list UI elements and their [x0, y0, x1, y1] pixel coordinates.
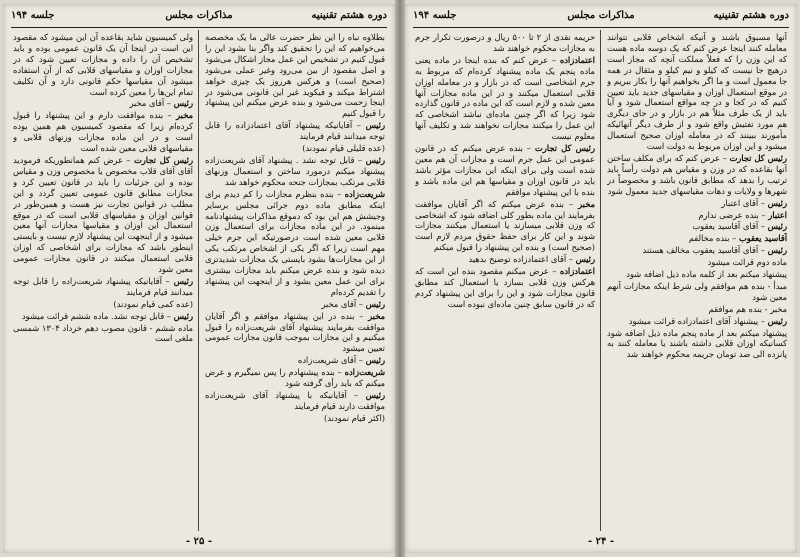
paragraph-text: بنده بنظرم مجازات را کم دیدم برای اینکه مطابق ماده دوم جرائی مجلس برسایر وجیشش هم این بود که دموقع مذاکرات پیشنهادنامه مینمود. در این ماده مجازات برای استعمال وزن قلابی معین شده است درصورتیکه این جرم خیلی مهم است زیرا که اگر یکی از اشخاص مرتکب یکی از این مجازات‌ها بشود بایستی یک مجازات شدیدتری دیده شود و بنده عرض میکنم باید مجازات بیشتری برای این عمل معین بشود و از اینجهت این پیشنهاد را تقدیم کرده‌ام [205, 188, 385, 297]
paragraph: شریعت‌زاده – بنده بنظرم مجازات را کم دیدم برای اینکه مطابق ماده دوم جرائی مجلس برسایر وجیشش هم این بود که دموقع مذاکرات پیشنهادنامه مینمود. در این ماده مجازات برای استعمال وزن قلابی معین شده است درصورتیکه این جرم خیلی مهم است زیرا که اگر یکی از اشخاص مرتکب یکی از این مجازات‌ها بشود بایستی یک مجازات شدیدتری دیده شود و بنده عرض میکنم باید مجازات بیشتری برای این عمل معین بشود و از اینجهت این پیشنهاد را تقدیم کرده‌ام [205, 188, 385, 297]
speaker-name: اعتمادزاده [559, 266, 595, 277]
paragraph-text: (عده کمی قیام نمودند) [113, 298, 193, 309]
right-page-number: - ۲۴ - [587, 536, 615, 547]
paragraph-text: ولی کمیسیون شاید بقاعده آن این میشود که مقصود این است در اینجا آن یک قانون عمومی بوده و باید تشخیص آن را داده و مجازات تعیین شود که در مجازات اوزان و مقیاسهای قلابی که از آن استفاده میشود آن مقیاسها حکم قانونی دارد و آن تکلیف تمام این‌ها را معین کرده است [13, 32, 193, 97]
paragraph: رئیس – پیشنهاد آقای اعتمادزاده قرائت میشود [628, 315, 787, 326]
paragraph: رئیس – آقایانیکه با پیشنهاد آقای شریعت‌زاده موافقت دارند قیام فرمایند [205, 390, 385, 411]
paragraph-text: بنده در این پیشنهاد موافقم و اگر آقایان موافقت بفرمایند پیشنهاد آقای شریعت‌زاده را قبول میکنیم و این مجازات بموجب قانون مجازات عمومی تعیین میشود [205, 310, 385, 354]
paragraph: مخبر – بنده در این پیشنهاد موافقم و اگر آقایان موافقت بفرمایند پیشنهاد آقای شریعت‌زاده را قبول میکنیم و این مجازات بموجب قانون مجازات عمومی تعیین میشود [205, 310, 385, 354]
paragraph: اعتبار – بنده عرضی ندارم [698, 209, 787, 220]
speaker-name: رئیس کل تجارت [133, 154, 193, 165]
paragraph-text: آقای اعتبار [721, 197, 759, 208]
paragraph [607, 32, 787, 152]
paragraph-text: ماده ششم - قانون مصوب دهم خرداد ۱۳۰۴ شمسی ملغی است [13, 322, 193, 344]
paragraph: رئیس – آقای اعتبار [721, 197, 787, 208]
paragraph-text: مخبر - بنده هم موافقم [708, 303, 787, 314]
right-page-right-column [607, 32, 787, 529]
paragraph [607, 257, 787, 268]
right-page-header [413, 10, 789, 26]
paragraph [13, 323, 193, 345]
right-page [405, 4, 797, 553]
paragraph-text: آقای شریعت‌زاده [297, 355, 357, 366]
right-header-term: دوره هشتم تقنینیه [713, 10, 789, 21]
left-page-left-column [13, 32, 193, 529]
paragraph: رئیس کل تجارت – عرض کنم همانطوریکه فرمودید آقای آقای قلاب مخصوص یا مخصوص وزن و مقیاس بوده و این جزئیات را باید در قانون تعیین کرد و مجازات مطابق قانون عمومی تعیین گردد و این مطلب در قوانین تجارت نیز هست و همین‌طور در قوانین اوزان و مقیاسهای قلابی است که در موقع استعمال این اوزان و مقیاسها مجازات آنها معین میشود و از اینجهت این پیشنهاد لازم نیست و بایستی اینطور باشد که مجازات برای اشخاصی که اوزان قلابی استعمال میکنند در قانون مجازات عمومی معین شود [13, 154, 193, 275]
paragraph: رئیس – قابل توجه نشد . پیشنهاد آقای شریعت‌زاده پیشنهاد میکنم درمورد ساختن و استعمال وزنهای قلابی مرتکب بمجازات جنحه محکوم خواهد شد [205, 154, 385, 187]
book-gutter [395, 0, 405, 557]
speaker-name: اعتمادزاده [559, 54, 595, 65]
paragraph [13, 32, 193, 97]
paragraph: رئیس – آقای شریعت‌زاده [297, 355, 385, 366]
speaker-name: آقاسید یعقوب [738, 233, 787, 244]
paragraph-text: آقایانیکه پیشنهاد شریعت‌زاده را قابل توجه میدانند قیام فرمایند [13, 275, 193, 297]
speaker-name: رئیس [767, 315, 787, 326]
paragraph-text: (اکثر قیام نمودند) [324, 412, 385, 423]
right-header-title: مذاکرات مجلس [567, 10, 635, 21]
paragraph-text: آقای آقاسید یعقوب مخالف هستند [642, 245, 759, 256]
paragraph: رئیس – آقایانیکه پیشنهاد آقای اعتمادزاده را قابل توجه میدانند قیام فرمایند [205, 120, 385, 142]
speaker-name: شریعت‌زاده [344, 188, 385, 199]
paragraph: رئیس – آقای مخبر [129, 98, 193, 109]
paragraph: رئیس – آقای آقاسید یعقوب [692, 221, 787, 232]
left-page-header [11, 10, 387, 26]
speaker-name: رئیس کل تجارت [534, 143, 595, 154]
speaker-name: رئیس [365, 298, 385, 309]
paragraph: آقاسید یعقوب – بنده مخالفم [688, 233, 787, 244]
left-header-title: مذاکرات مجلس [165, 10, 233, 21]
paragraph-text: قابل توجه نشد . پیشنهاد آقای شریعت‌زاده پیشنهاد میکنم درمورد ساختن و استعمال وزنهای قلابی مرتکب بمجازات جنحه محکوم خواهد شد [205, 154, 385, 187]
paragraph-text: آقای مخبر [129, 98, 165, 109]
speaker-name: مخبر [368, 310, 385, 321]
paragraph [415, 32, 595, 54]
paragraph: رئیس – آقایانیکه پیشنهاد شریعت‌زاده را قابل توجه میدانند قیام فرمایند [13, 275, 193, 297]
speaker-name: اعتبار [768, 209, 787, 220]
paragraph-text: بنده پیشنهادم را پس نمیگیرم و عرض میکنم که باید رأی گرفته شود [205, 367, 385, 389]
paragraph-text: بنده مخالفم [688, 233, 730, 244]
right-page-left-column [415, 32, 595, 529]
paragraph [205, 413, 385, 424]
paragraph-text: پیشنهاد میکنم بعد از کلمه ماده ذیل اضافه شود [626, 269, 787, 280]
speaker-name: رئیس کل تجارت [729, 152, 787, 163]
left-page-number: - ۲۵ - [185, 536, 213, 547]
paragraph-text: ماده دوم قرائت میشود [707, 257, 787, 268]
paragraph-text: بطلاوه نباه را این نظر حضرت عالی ما یک مخصصه می‌خواهیم که این را تحقیق کند واگر بنا بشود این را قبول کنیم در تشخیص این عمل مجاز اشکال می‌شود و اصل مقصود از بین می‌رود وغیر عملی می‌شود (صحیح است) و هرکس هرروز یک چیزی خواهد اشتراط میکند و فیکوید غیر این قانونی می‌شود در اینجا زحمت می‌شود و بنده عرض میکنم این پیشنهاد را قبول کنیم [205, 32, 385, 119]
paragraph: مخبر – بنده عرض میکنم که اگر آقایان موافقت بفرمایند این ماده بطور کلی اضافه شود که اشخاصی که وزن قلابی میسازند یا استعمال میکنند مجازات شوند و این کار برای حفظ حقوق مردم لازم است (صحیح است) و بنده این پیشنهاد را قبول میکنم [415, 198, 595, 253]
left-header-term: دوره هشتم تقنینیه [311, 10, 387, 21]
paragraph [205, 143, 385, 154]
left-header-session: جلسه ۱۹۴ [11, 10, 55, 21]
speaker-name: مخبر [176, 110, 193, 121]
left-header-rule [11, 27, 387, 28]
left-page-right-column [205, 32, 385, 529]
paragraph-text: پیشنهاد آقای اعتمادزاده قرائت میشود [628, 315, 759, 326]
paragraph-text: عرض کنم همانطوریکه فرمودید آقای آقای قلاب مخصوص یا مخصوص وزن و مقیاس بوده و این جزئیات را باید در قانون تعیین کرد و مجازات مطابق قانون عمومی تعیین گردد و این مطلب در قوانین تجارت نیز هست و همین‌طور در قوانین اوزان و مقیاسهای قلابی است که در موقع استعمال این اوزان و مقیاسها مجازات آنها معین میشود و از اینجهت این پیشنهاد لازم نیست و بایستی اینطور باشد که مجازات برای اشخاصی که اوزان قلابی استعمال میکنند در قانون مجازات عمومی معین شود [13, 154, 193, 275]
right-header-session: جلسه ۱۹۴ [413, 10, 457, 21]
paragraph-text: آقای اعتمادزاده توضیح بدهید [468, 254, 567, 265]
paragraph-text: (عده قلیلی قیام نمودند) [302, 143, 385, 154]
left-column-divider [198, 30, 199, 531]
paragraph [607, 304, 787, 315]
paragraph: رئیس کل تجارت – بنده عرض میکنم که در قانون عمومی این عمل جرم است و مجازات آن هم معین شده است ولی برای اینکه این مجازات مؤثر باشد باید در قانون اوزان و مقیاسها هم این ماده باشد و بنده با این پیشنهاد موافقم [415, 143, 595, 197]
paragraph-text: آقای آقاسید یعقوب [692, 221, 759, 232]
speaker-name: شریعت‌زاده [344, 367, 385, 378]
speaker-name: رئیس [365, 120, 385, 131]
speaker-name: رئیس [575, 254, 595, 265]
speaker-name: رئیس [365, 390, 385, 400]
paragraph-text: حریمه نقدی از ۲ تا ۵۰۰ ریال و درصورت تکرار جرم به مجازات محکوم خواهند شد [415, 32, 595, 53]
speaker-name: رئیس [767, 197, 787, 208]
paragraph-text: آقای مخبر [321, 298, 357, 309]
right-header-rule [413, 27, 789, 28]
right-column-divider [600, 30, 601, 531]
paragraph-text: آنها مسبوق باشند و آنیکه اشخاص قلابی نتوانند معامله کنند اینجا عرض کنم که یک دوسه ماده هست که این وزن را که فعلاً مملکت آنچه که مجاز است درهیچ جا نیست که کیلو و نیم کیلو و مثقال در همه جا معمول است و ما اگر بخواهیم آنها را بکار ببریم و در موقع استعمال اوزان و مقیاسهای جدید باید تعیین کنیم که در کجا و در چه مواقع استعمال شود و آیا باید از یک طرف مثلاً هم در بازار و در جای دیگری هم مورد تفتیش واقع شود و از طرف دیگر آنهائیکه مأمورند ببینند که در معامله اوزان صحیح استعمال میشود و این اوزان مربوط به دولت است [607, 32, 787, 152]
paragraph [607, 281, 787, 303]
paragraph: رئیس – آقای مخبر [321, 298, 385, 309]
paragraph [205, 32, 385, 119]
paragraph: رئیس – آقای اعتمادزاده توضیح بدهید [468, 254, 595, 265]
paragraph: اعتمادزاده – عرض کنم که بنده اینجا در ماده یعنی ماده پنجم یک ماده پیشنهاد کرده‌ام که مربوط به جرم اشخاصی است که در بازار و در معامله اوزان قلابی استعمال میکنند و در این ماده مجازات آنها معین شده و لازم است که این ماده در قانون گذارده شود زیرا که اگر چنین ماده‌ای نباشد اشخاصی که این عمل را میکنند مجازات نخواهند شد و تکلیف آنها معلوم نیست [415, 54, 595, 142]
speaker-name: رئیس [767, 221, 787, 232]
paragraph: رئیس – آقای آقاسید یعقوب مخالف هستند [642, 245, 787, 256]
speaker-name: رئیس [173, 310, 193, 321]
paragraph-text: بنده عرضی ندارم [698, 209, 759, 220]
paragraph-text: عرض میکنم مقصود بنده این است که هرکس وزن قلابی بسازد یا استعمال کند مطابق قانون مجازات شود و این را برای این پیشنهاد کردم که در قانون سابق چنین ماده‌ای نبوده است [415, 266, 595, 309]
paragraph [13, 299, 193, 310]
paragraph-text: آقایانیکه با پیشنهاد آقای شریعت‌زاده موافقت دارند قیام فرمایند [205, 390, 385, 411]
paragraph [607, 269, 787, 280]
paragraph-text: بنده موافقت دارم و این پیشنهاد را قبول کرده‌ام زیرا که مقصود کمیسیون هم همین بوده است و در این ماده مجازات وزنهای قلابی و مقیاسهای قلابی معین شده است [13, 110, 193, 154]
paragraph: شریعت‌زاده – بنده پیشنهادم را پس نمیگیرم و عرض میکنم که باید رأی گرفته شود [205, 367, 385, 389]
speaker-name: رئیس [365, 154, 385, 165]
paragraph: مخبر – بنده موافقت دارم و این پیشنهاد را قبول کرده‌ام زیرا که مقصود کمیسیون هم همین بوده است و در این ماده مجازات وزنهای قلابی و مقیاسهای قلابی معین شده است [13, 110, 193, 154]
paragraph-text: مبدأ - بنده هم موافقم ولی شرط اینکه مجازات آنهم معین شود [607, 280, 787, 302]
paragraph-text: آقایانیکه پیشنهاد آقای اعتمادزاده را قابل توجه میدانند قیام فرمایند [205, 120, 385, 142]
paragraph [607, 328, 787, 361]
paragraph-text: قابل توجه نشد. ماده ششم قرائت میشود [21, 310, 165, 321]
paragraph-text: عرض کنم که بنده اینجا در ماده یعنی ماده پنجم یک ماده پیشنهاد کرده‌ام که مربوط به جرم اشخاصی است که در بازار و در معامله اوزان قلابی استعمال میکنند و در این ماده مجازات آنها معین شده و لازم است که این ماده در قانون گذارده شود زیرا که اگر چنین ماده‌ای نباشد اشخاصی که این عمل را میکنند مجازات نخواهند شد و تکلیف آنها معلوم نیست [415, 54, 595, 142]
speaker-name: رئیس [173, 275, 193, 286]
paragraph: رئیس کل تجارت – عرض کنم که برای مکلف ساختن آنها بقاعده که در وزن و مقیاس هم دولت رأساً باید ترتیب را بدهد که مطابق قانون باشد و مخصوصاً در شهرها و ولایات و دهات مقیاسهای جدید معمول شود [607, 152, 787, 196]
left-page [3, 4, 395, 553]
paragraph-text: عرض کنم که برای مکلف ساختن آنها بقاعده که در وزن و مقیاس هم دولت رأساً باید ترتیب را بدهد که مطابق قانون باشد و مخصوصاً در شهرها و ولایات و دهات مقیاسهای جدید معمول شود [607, 152, 787, 196]
speaker-name: رئیس [767, 245, 787, 256]
paragraph-text: پیشنهاد میکنم بعد از ماده پنجم ماده ذیل اضافه شود کسانیکه اوزان قلابی داشته باشند یا معامله کنند به پانزده الی صد تومان جریمه محکوم خواهند شد [607, 327, 787, 360]
paragraph: اعتمادزاده – عرض میکنم مقصود بنده این است که هرکس وزن قلابی بسازد یا استعمال کند مطابق قانون مجازات شود و این را برای این پیشنهاد کردم که در قانون سابق چنین ماده‌ای نبوده است [415, 266, 595, 309]
speaker-name: رئیس [173, 98, 193, 109]
paragraph-text: بنده عرض میکنم که اگر آقایان موافقت بفرمایند این ماده بطور کلی اضافه شود که اشخاصی که وزن قلابی میسازند یا استعمال میکنند مجازات شوند و این کار برای حفظ حقوق مردم لازم است (صحیح است) و بنده این پیشنهاد را قبول میکنم [415, 198, 595, 253]
paragraph: رئیس – قابل توجه نشد. ماده ششم قرائت میشود [21, 310, 193, 321]
speaker-name: رئیس [365, 355, 385, 366]
speaker-name: مخبر [578, 198, 595, 209]
paragraph-text: بنده عرض میکنم که در قانون عمومی این عمل جرم است و مجازات آن هم معین شده است ولی برای اینکه این مجازات مؤثر باشد باید در قانون اوزان و مقیاسها هم این ماده باشد و بنده با این پیشنهاد موافقم [415, 143, 595, 197]
